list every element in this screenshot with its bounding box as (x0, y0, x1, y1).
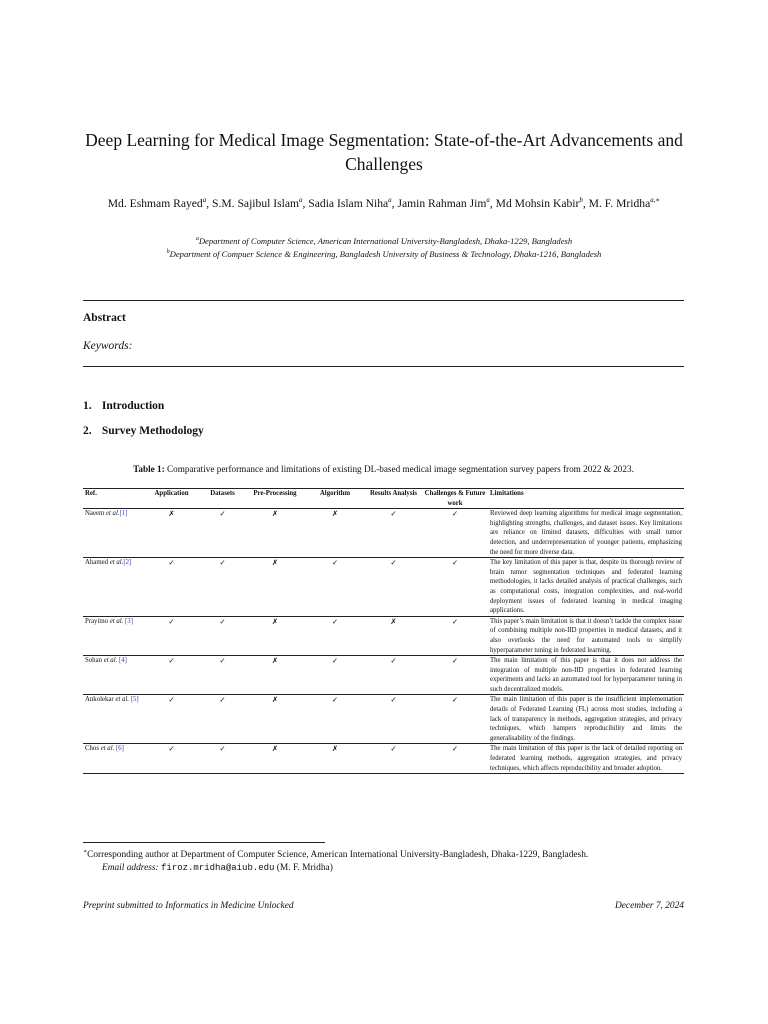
table-row (83, 616, 684, 655)
mark-cell: ✓ (143, 656, 200, 695)
mark-cell: ✗ (365, 616, 422, 655)
mark-cell: ✓ (143, 744, 200, 774)
section-heading-survey-methodology (83, 425, 204, 437)
footnote (83, 846, 684, 875)
table-row (83, 509, 684, 558)
mark-cell: ✓ (365, 509, 422, 558)
mark-cell: ✗ (305, 509, 365, 558)
author-affil-mark: b (579, 196, 583, 204)
section-title: Introduction (101, 400, 165, 412)
abstract-heading: Abstract (83, 312, 126, 324)
column-header: Pre-Processing (245, 489, 305, 509)
email-line (83, 862, 684, 875)
paper-title: Deep Learning for Medical Image Segmentation: State-of-the-Art Advancements and Challenges (85, 130, 683, 174)
mark-cell: ✓ (422, 616, 488, 655)
ref-etal: et al. (105, 510, 120, 518)
mark-cell: ✓ (365, 656, 422, 695)
author-affil-mark: a (388, 196, 392, 204)
mark-cell: ✗ (143, 509, 200, 558)
ref-author: Ankolekar (85, 696, 114, 704)
column-header: Ref. (83, 489, 143, 509)
mark-cell: ✓ (305, 656, 365, 695)
ref-etal: et al. (103, 657, 118, 665)
comparison-table (83, 488, 684, 774)
author-list: Md. Eshmam Rayed$^a$, S.M. Sajibul Islam$^a$, Sadia Islam Niha$^a$, Jamin Rahman Jim$^a$, Md Mohsin Kabir$^b$, M. F. Mridha$^{a,∗}$ (107, 196, 661, 210)
citation-link[interactable]: [6] (115, 745, 124, 753)
keywords-label: Keywords: (83, 340, 133, 352)
ref-cell (83, 509, 143, 558)
limitations-cell: The main limitation of this paper is that it does not address the integration of multiple non-IID properties in federated learning experiments and lacks an automated tool for hyperparameter tuning in such decentralized models. (488, 656, 684, 695)
ref-author: Ahamed (85, 559, 109, 567)
preprint-note: Preprint submitted to Informatics in Medicine Unlocked (83, 901, 294, 911)
mark-cell: ✓ (143, 558, 200, 617)
column-header: Application (143, 489, 200, 509)
table-row (83, 744, 684, 774)
author-name: Md Mohsin Kabir (495, 196, 580, 210)
affiliation-text: Department of Compuer Science & Engineering, Bangladesh University of Business & Technology, Dhaka-1216, Bangladesh (169, 249, 602, 260)
mark-cell: ✗ (245, 656, 305, 695)
corresponding-author-note (83, 846, 684, 862)
limitations-cell: Reviewed deep learning algorithms for medical image segmentation, highlighting strengths, challenges, and dataset issues. Key limitations are reliance on limited datasets, difficulties with small tumor detection, and underrepresentation of younger patients, emphasizing the need for more diverse data. (488, 509, 684, 558)
author-name: S.M. Sajibul Islam (212, 196, 299, 210)
affiliation-text: Department of Computer Science, American International University-Bangladesh, Dhaka-1229, Bangladesh (198, 235, 573, 246)
abstract-top-rule (83, 300, 684, 301)
table-header-row (83, 489, 684, 509)
mark-cell: ✓ (422, 656, 488, 695)
ref-cell (83, 558, 143, 617)
ref-cell (83, 695, 143, 744)
section-title: Survey Methodology (101, 425, 204, 437)
citation-link[interactable]: [4] (119, 657, 127, 665)
footnote-rule (83, 842, 325, 843)
limitations-cell: The main limitation of this paper is the insufficient implementation details of Federated Learning (FL) across most studies, including a lack of transparency in methods, aggregation strategies, and privacy techniques, which hampers reproducibility and limits the generalisability of the findings. (488, 695, 684, 744)
citation-link[interactable]: [1] (119, 510, 128, 518)
email-label: Email address: (102, 863, 159, 874)
mark-cell: ✗ (245, 509, 305, 558)
mark-cell: ✗ (245, 616, 305, 655)
table-row (83, 656, 684, 695)
author-affil-mark: a (299, 196, 303, 204)
ref-cell (83, 656, 143, 695)
limitations-cell: The main limitation of this paper is the lack of detailed reporting on federated learning methods, aggregation strategies, and privacy techniques, which affects reproducibility and broader adoption. (488, 744, 684, 774)
footnote-text: Corresponding author at Department of Computer Science, American International University-Bangladesh, Dhaka-1229, Bangladesh. (87, 850, 589, 861)
citation-link[interactable]: [2] (123, 559, 132, 567)
author-name: Md. Eshmam Rayed (107, 196, 203, 210)
ref-cell (83, 616, 143, 655)
limitations-cell: The key limitation of this paper is that, despite its thorough review of brain tumor segmentation techniques and federated learning methodologies, it lacks detailed analysis of practical challenges, such as computational costs, integration complexities, and real-world deployment issues of federated learning in medical imaging applications. (488, 558, 684, 617)
mark-cell: ✗ (245, 558, 305, 617)
mark-cell: ✓ (200, 695, 245, 744)
mark-cell: ✗ (305, 744, 365, 774)
author-name: Sadia Islam Niha (308, 196, 389, 210)
footnote-marker: ∗ (83, 849, 88, 855)
table-row (83, 558, 684, 617)
ref-etal: et al. (109, 617, 124, 625)
mark-cell: ✗ (245, 695, 305, 744)
mark-cell: ✓ (422, 509, 488, 558)
mark-cell: ✓ (422, 744, 488, 774)
ref-author: Prayitno (85, 617, 109, 625)
preprint-date: December 7, 2024 (615, 901, 684, 911)
mark-cell: ✓ (365, 744, 422, 774)
column-header: Limitations (488, 489, 684, 509)
mark-cell: ✓ (143, 616, 200, 655)
email-owner: (M. F. Mridha) (276, 863, 333, 874)
affiliation (84, 247, 684, 260)
section-number: 1. (83, 400, 92, 412)
mark-cell: ✓ (422, 558, 488, 617)
ref-cell (83, 744, 143, 774)
citation-link[interactable]: [5] (130, 696, 139, 704)
column-header: Datasets (200, 489, 245, 509)
email-link[interactable]: firoz.mridha@aiub.edu (161, 863, 275, 874)
author-name: M. F. Mridha (588, 196, 651, 210)
mark-cell: ✓ (305, 616, 365, 655)
author-affil-mark: a,∗ (650, 196, 661, 204)
table-caption-label: Table 1: (133, 464, 165, 474)
author-affil-mark: a (202, 196, 207, 204)
mark-cell: ✓ (365, 695, 422, 744)
mark-cell: ✓ (422, 695, 488, 744)
ref-author: Sohan (85, 657, 102, 665)
table-caption (83, 464, 684, 474)
affiliation-mark: b (166, 249, 170, 256)
author-affil-mark: a (486, 196, 490, 204)
author-name: Jamin Rahman Jim (397, 196, 487, 210)
table-caption-text: Comparative performance and limitations of existing DL-based medical image segmentation survey papers from 2022 & 2023. (164, 464, 634, 474)
ref-etal: et al. (115, 696, 129, 704)
mark-cell: ✓ (365, 558, 422, 617)
mark-cell: ✓ (200, 656, 245, 695)
citation-link[interactable]: [3] (125, 617, 133, 625)
abstract-bottom-rule (83, 366, 684, 367)
ref-etal: et al. (109, 559, 124, 567)
mark-cell: ✓ (305, 695, 365, 744)
column-header: Algorithm (305, 489, 365, 509)
affiliation-list (84, 234, 684, 261)
mark-cell: ✓ (200, 558, 245, 617)
mark-cell: ✓ (143, 695, 200, 744)
limitations-cell: This paper’s main limitation is that it doesn’t tackle the complex issue of combining multiple non-IID properties in medical datasets, and it also overlooks the need for automated tools to simplify hyperparameter tuning in federated learning. (488, 616, 684, 655)
table-row (83, 695, 684, 744)
section-number: 2. (83, 425, 92, 437)
section-heading-introduction (83, 400, 164, 412)
mark-cell: ✓ (200, 744, 245, 774)
mark-cell: ✓ (200, 616, 245, 655)
ref-etal: et al. (100, 745, 115, 753)
column-header: Results Analysis (365, 489, 422, 509)
mark-cell: ✓ (200, 509, 245, 558)
affiliation (84, 234, 684, 247)
ref-author: Chos (85, 745, 99, 753)
column-header: Challenges & Future work (422, 489, 488, 509)
mark-cell: ✗ (245, 744, 305, 774)
ref-author: Naeem (85, 510, 105, 518)
affiliation-mark: a (195, 236, 199, 242)
mark-cell: ✓ (305, 558, 365, 617)
